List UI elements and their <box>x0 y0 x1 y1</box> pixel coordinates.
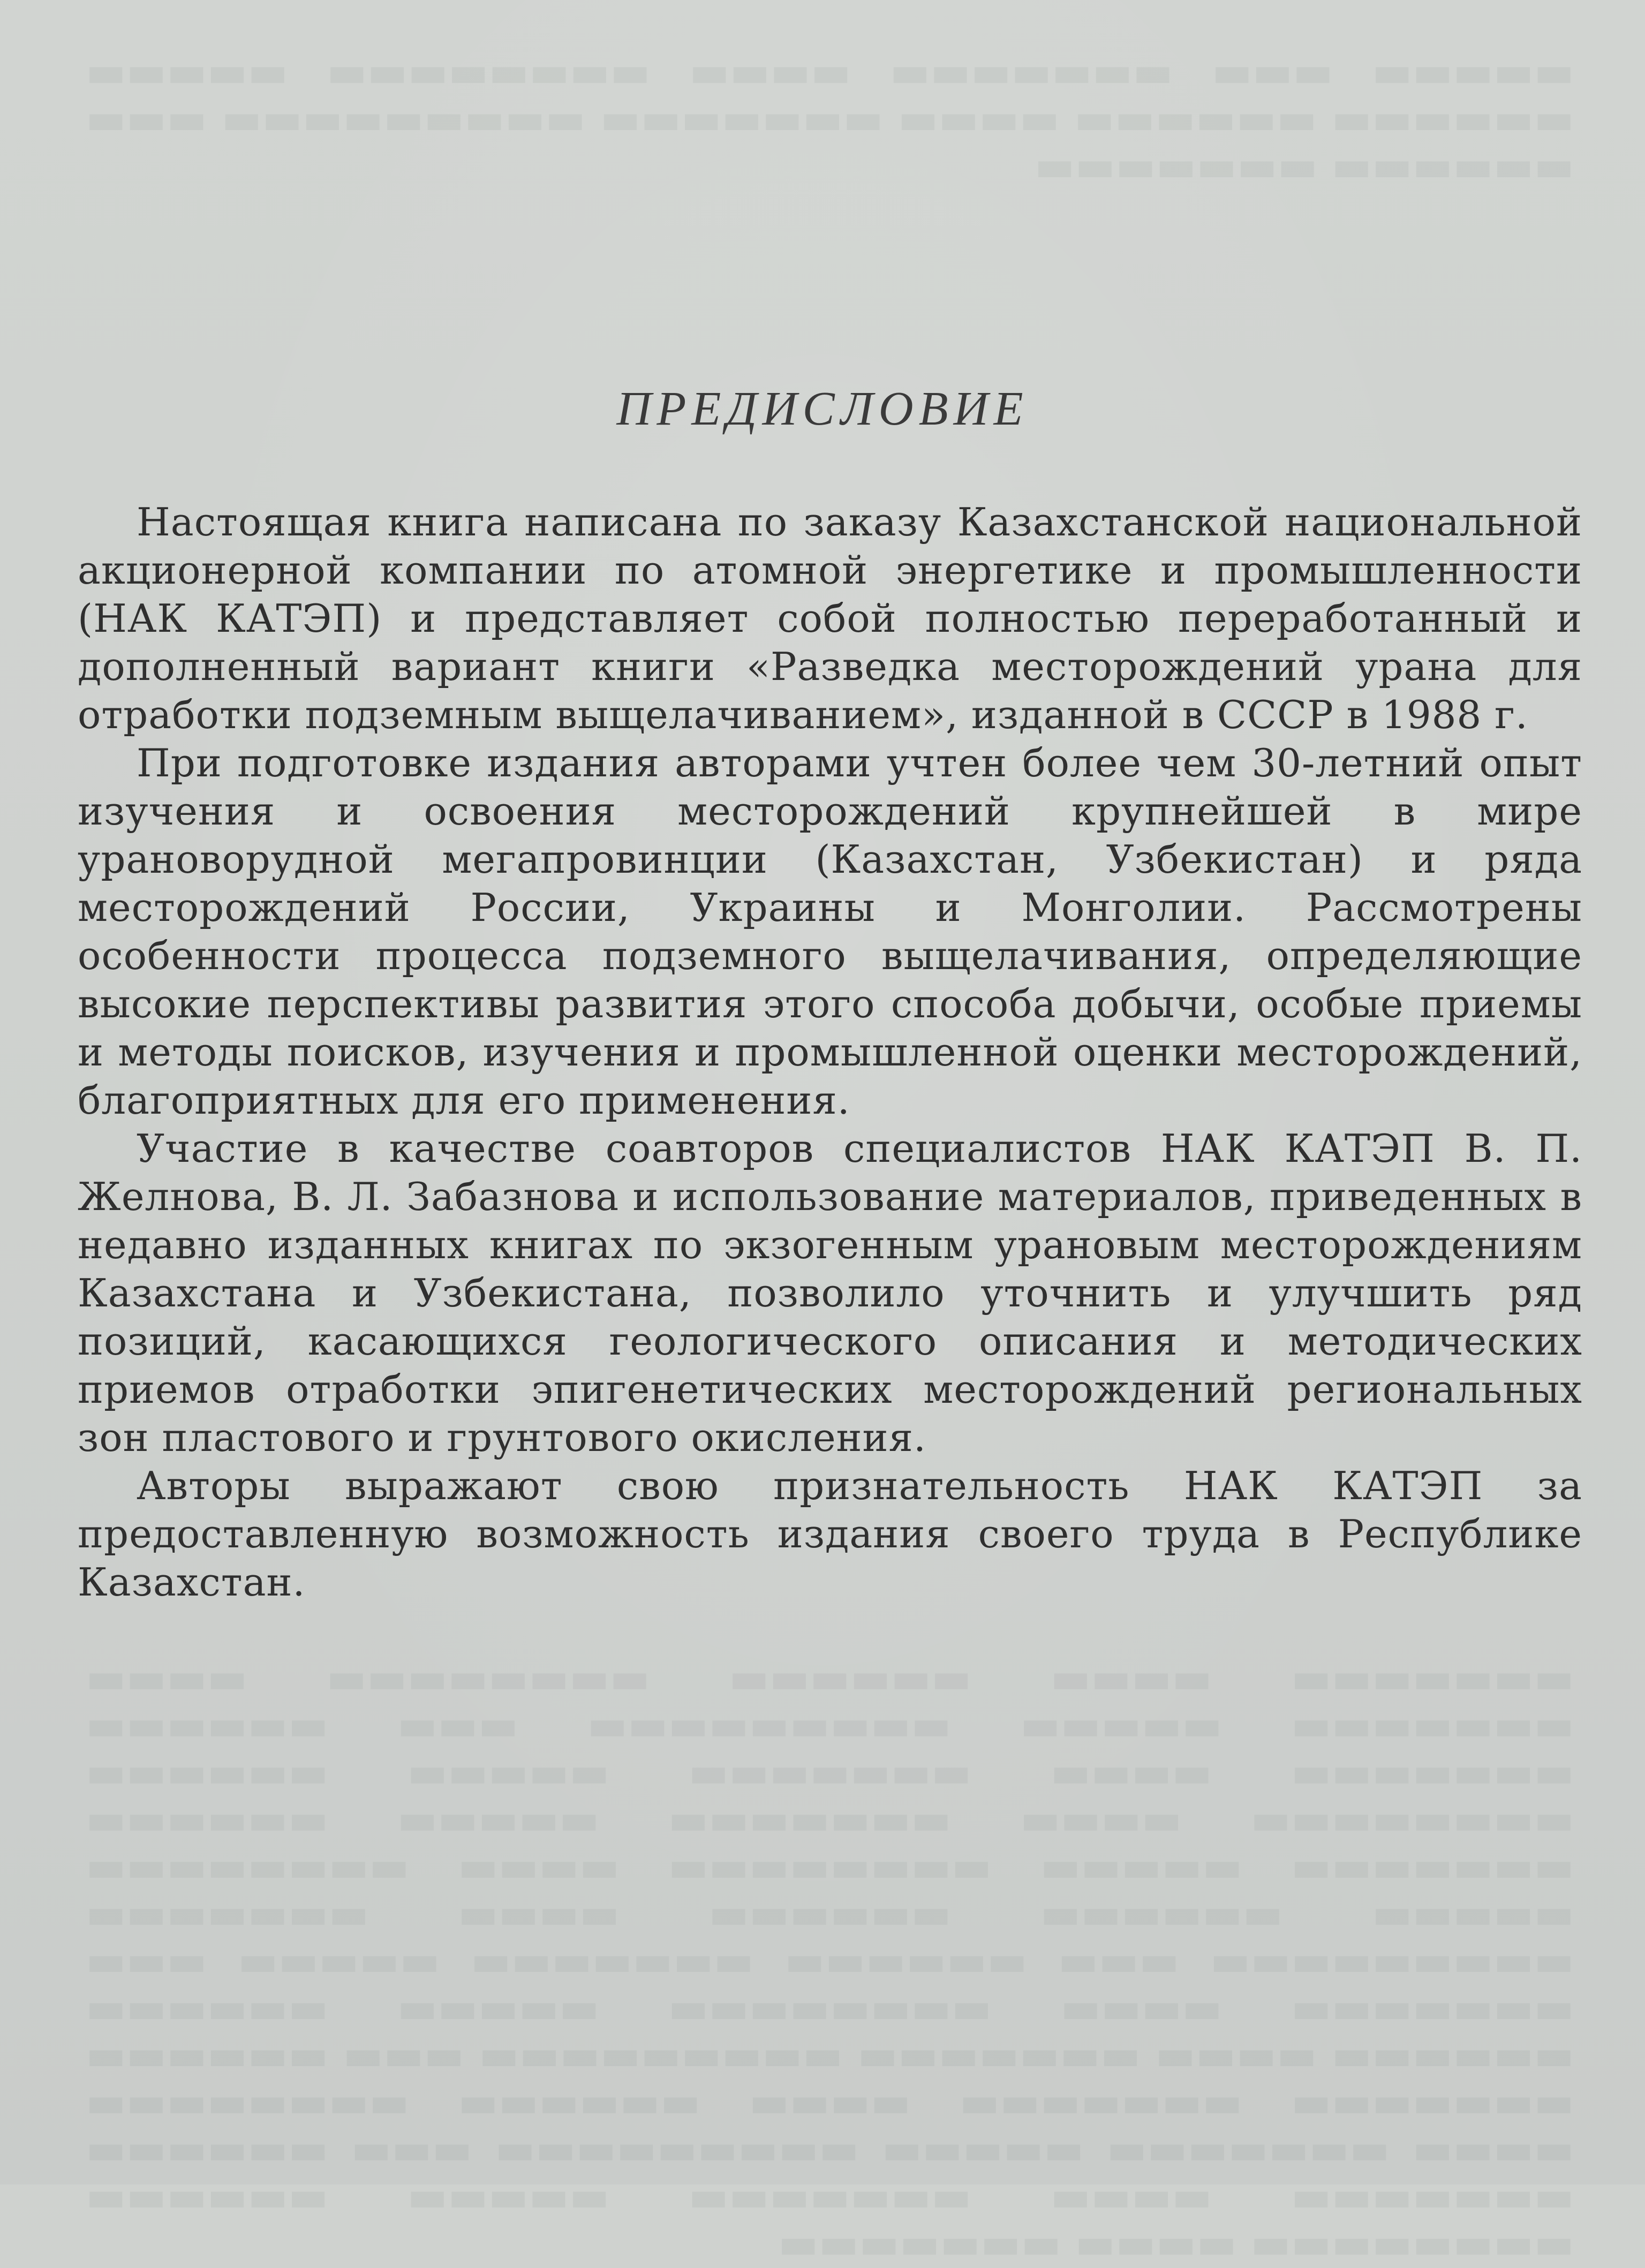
paragraph: Участие в качестве соавторов специалистов НАК КАТЭП В. П. Желнова, В. Л. Забазнова и использование материалов, приведенных в недавно изданных книгах по экзогенным урановым месторождениям Казахстана и Узбекистана, позволило уточнить и улучшить ряд позиций, касающихся геологического описания и методических приемов отработки эпигенетических месторождений региональных зон пластового и грунтового окисления. <box>78 1126 1582 1460</box>
paragraph: Настоящая книга написана по заказу Казахстанской национальной акционерной компании по атомной энергетике и промышленности (НАК КАТЭП) и представляет собой полностью переработанный и дополненный вариант книги «Разведка месторождений урана для отработки подземным выщелачиванием», изданной в СССР в 1988 г. <box>78 500 1582 737</box>
paragraph: При подготовке издания авторами учтен более чем 30-летний опыт изучения и освоения месторождений крупнейшей в мире урановорудной мегапровинции (Казахстан, Узбекистан) и ряда месторождений России, Украины и Монголии. Рассмотрены особенности процесса подземного выщелачивания, определяющие высокие перспективы развития этого способа добычи, особые приемы и методы поисков, изучения и промышленной оценки месторождений, благоприятных для его применения. <box>78 740 1582 1123</box>
paragraph: Авторы выражают свою признательность НАК КАТЭП за предоставленную возможность издания своего труда в Республике Казахстан. <box>78 1463 1582 1605</box>
page-title: ПРЕДИСЛОВИЕ <box>616 382 1029 435</box>
bleed-through-text-bottom: ▬▬▬▬▬▬▬ ▬▬▬▬ ▬▬▬▬▬▬ ▬▬▬▬▬▬▬▬ ▬▬▬▬ ▬▬▬▬▬▬▬ ▬▬▬▬▬ ▬▬▬▬▬▬▬▬▬ ▬▬▬ ▬▬▬▬▬▬ ▬▬▬▬▬▬▬ ▬▬▬▬ ▬▬▬▬▬▬▬ ▬▬▬▬▬ ▬▬▬▬▬▬ ▬▬▬▬▬▬▬▬ ▬▬▬▬ ▬▬▬▬▬▬▬ ▬▬▬▬▬ ▬▬▬▬▬▬ ▬▬▬▬▬▬▬ ▬▬▬▬▬ ▬▬▬▬▬▬▬▬ ▬▬▬▬ ▬▬▬▬▬▬▬▬ ▬▬▬▬▬ ▬▬▬▬▬▬ ▬▬▬▬▬▬ ▬▬▬▬ ▬▬▬▬▬▬▬ ▬▬▬▬▬▬▬▬▬ ▬▬▬ ▬▬▬▬▬▬ ▬▬▬▬▬▬▬ ▬▬▬▬▬ ▬▬▬ ▬▬▬▬▬▬▬ ▬▬▬▬ ▬▬▬▬▬▬▬▬ ▬▬▬▬▬ ▬▬▬▬▬▬ ▬▬▬▬▬▬ ▬▬▬▬ ▬▬▬▬▬▬▬ ▬▬▬▬▬▬▬▬▬ ▬▬▬ ▬▬▬▬▬▬ ▬▬▬▬▬▬▬ ▬▬▬▬▬▬▬ ▬▬▬▬ ▬▬▬▬▬▬ ▬▬▬▬▬▬▬▬ ▬▬▬▬ ▬▬▬▬▬▬▬ ▬▬▬▬▬ ▬▬▬▬▬▬▬▬▬ ▬▬▬ ▬▬▬▬▬▬ ▬▬▬▬▬▬▬ ▬▬▬▬ ▬▬▬▬▬▬▬ ▬▬▬▬▬ ▬▬▬▬▬▬ ▬▬▬▬▬▬▬▬ ▬▬▬▬ ▬▬▬▬▬▬▬ <box>86 1653 1574 2268</box>
preface-body <box>78 498 1582 1606</box>
bleed-through-text-top: ▬▬▬▬▬ ▬▬▬ ▬▬▬▬▬▬▬ ▬▬▬▬ ▬▬▬▬▬▬▬▬ ▬▬▬▬▬ ▬▬▬▬▬▬ ▬▬▬▬▬▬ ▬▬▬▬ ▬▬▬▬▬▬▬ ▬▬▬▬▬▬▬▬▬ ▬▬▬ ▬▬▬▬▬▬ ▬▬▬▬▬▬▬ <box>86 47 1574 191</box>
